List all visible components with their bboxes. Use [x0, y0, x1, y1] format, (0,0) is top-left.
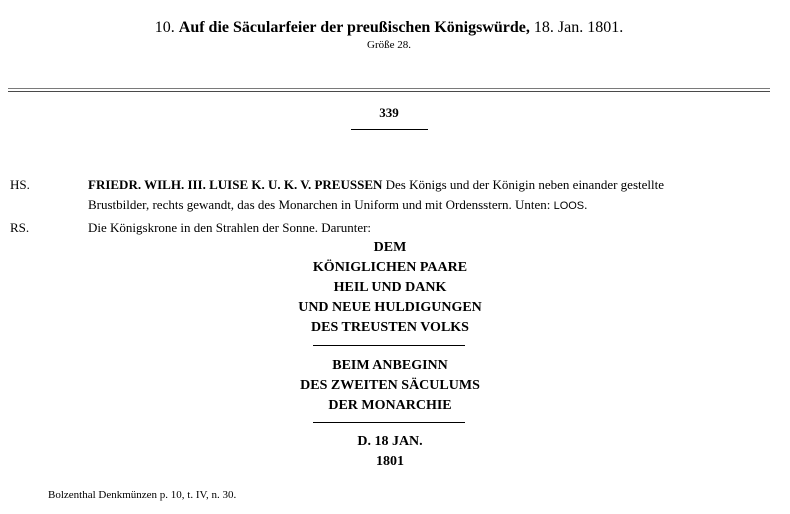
inscription-line: DEM: [373, 240, 407, 255]
inscription-block-3: [232, 432, 548, 472]
page-number-rule: [351, 129, 428, 130]
obverse-text-end: .: [584, 197, 588, 212]
header-divider: [8, 88, 770, 92]
reverse-description: Die Königskrone in den Strahlen der Sonne. Darunter:: [88, 220, 372, 235]
inscription-line: DES TREUSTEN VOLKS: [311, 320, 469, 335]
obverse-legend: FRIEDR. WILH. III. LUISE K. U. K. V. PREUSSEN: [88, 177, 383, 192]
inscription-line: HEIL UND DANK: [333, 280, 447, 295]
medalist-signature: LOOS: [553, 200, 585, 212]
entry-date: 18. Jan. 1801.: [533, 19, 624, 36]
inscription-line: 1801: [376, 454, 404, 469]
inscription-divider: [313, 345, 465, 346]
inscription-line: DER MONARCHIE: [328, 398, 452, 413]
inscription-line: D. 18 JAN.: [357, 434, 423, 449]
reverse-label: RS.: [10, 220, 30, 235]
entry-number: 10.: [154, 19, 175, 36]
inscription-line: DES ZWEITEN SÄCULUMS: [300, 378, 480, 393]
page-number: 339: [379, 105, 399, 120]
inscription-divider: [313, 422, 465, 423]
bibliographic-reference: Bolzenthal Denkmünzen p. 10, t. IV, n. 30.: [48, 489, 237, 501]
obverse-text-2: Brustbilder, rechts gewandt, das des Monarchen in Uniform und mit Ordensstern. Unten:: [88, 197, 554, 212]
obverse-text-1: Des Königs und der Königin neben einander gestellte: [382, 177, 664, 192]
obverse-description: [88, 175, 778, 216]
inscription-line: BEIM ANBEGINN: [332, 358, 448, 373]
entry-title: [0, 18, 778, 38]
inscription-block-1: [232, 238, 548, 338]
obverse-label: HS.: [10, 177, 30, 192]
entry-title-text: Auf die Säcularfeier der preußischen Königswürde,: [178, 19, 530, 36]
inscription-line: KÖNIGLICHEN PAARE: [312, 260, 468, 275]
inscription-line: UND NEUE HULDIGUNGEN: [298, 300, 482, 315]
inscription-block-2: [232, 356, 548, 416]
entry-size: Größe 28.: [367, 39, 411, 51]
